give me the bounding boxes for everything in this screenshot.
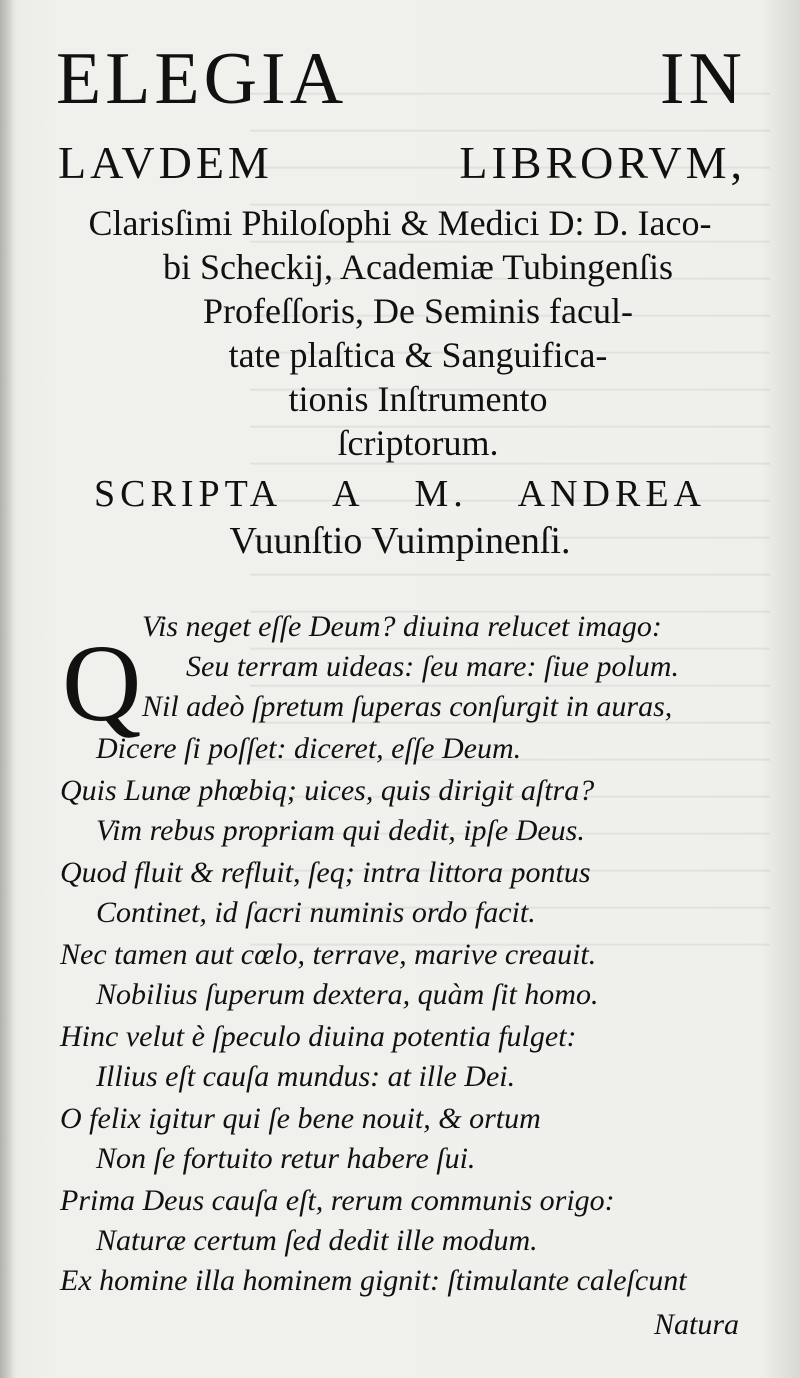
verse-line: Hinc velut è ſpeculo diuina potentia fulget: [60, 1020, 577, 1053]
verse-line: O felix igitur qui ſe bene nouit, & ortum [60, 1102, 541, 1135]
verse-line: Illius eſt cauſa mundus: at ille Dei. [96, 1060, 516, 1093]
verse-line: Quis Lunæ phœbiq; uices, quis dirigit aſtra? [60, 774, 595, 807]
verse-line: Dicere ſi poſſet: diceret, eſſe Deum. [96, 732, 522, 765]
title-word: LIBRORVM, [459, 137, 746, 188]
title-word: ELEGIA [56, 38, 348, 120]
subtitle-line: tionis Inſtrumento [288, 379, 548, 419]
subtitle-line: Profeſſoris, De Seminis facul- [203, 291, 633, 331]
verse-line: Naturæ certum ſed dedit ille modum. [96, 1224, 538, 1257]
title-line-2 [58, 137, 746, 188]
verse-line: Seu terram uideas: ſeu mare: ſiue polum. [186, 650, 679, 683]
catchword: Natura [654, 1308, 740, 1341]
verse-line: Quod fluit & refluit, ſeq; intra littora pontus [60, 856, 591, 889]
byline-word: SCRIPTA [94, 473, 283, 515]
verse-line: Vim rebus propriam qui dedit, ipſe Deus. [96, 814, 585, 847]
verse-line: Nec tamen aut cœlo, terrave, marive creauit. [60, 938, 597, 971]
byline [94, 475, 706, 513]
verse-line: Vis neget eſſe Deum? diuina relucet imago: [142, 610, 662, 643]
verse-line: Nil adeò ſpretum ſuperas conſurgit in auras, [142, 690, 673, 723]
byline-word: ANDREA [517, 473, 706, 515]
subtitle-line: tate plaſtica & Sanguifica- [228, 335, 608, 375]
byline-word: M. [414, 473, 468, 515]
title-word: LAVDEM [58, 137, 273, 188]
verse-line: Nobilius ſuperum dextera, quàm ſit homo. [96, 978, 599, 1011]
title-line-1 [56, 38, 746, 120]
title-word: IN [659, 38, 746, 120]
verse-line: Non ſe fortuito retur habere ſui. [96, 1142, 476, 1175]
verse-line: Ex homine illa hominem gignit: ſtimulante caleſcunt [60, 1264, 687, 1297]
subtitle-line: Clarisſimi Philoſophi & Medici D: D. Iaco- [88, 203, 712, 243]
verse-line: Prima Deus cauſa eſt, rerum communis origo: [60, 1184, 615, 1217]
drop-capital: Q [62, 622, 142, 744]
author-name: Vuunſtio Vuimpinenſi. [229, 520, 571, 562]
subtitle-line: ſcriptorum. [337, 423, 499, 463]
byline-word: A [332, 473, 365, 515]
subtitle-line: bi Scheckij, Academiæ Tubingenſis [163, 247, 673, 287]
verse-line: Continet, id ſacri numinis ordo facit. [96, 896, 536, 929]
